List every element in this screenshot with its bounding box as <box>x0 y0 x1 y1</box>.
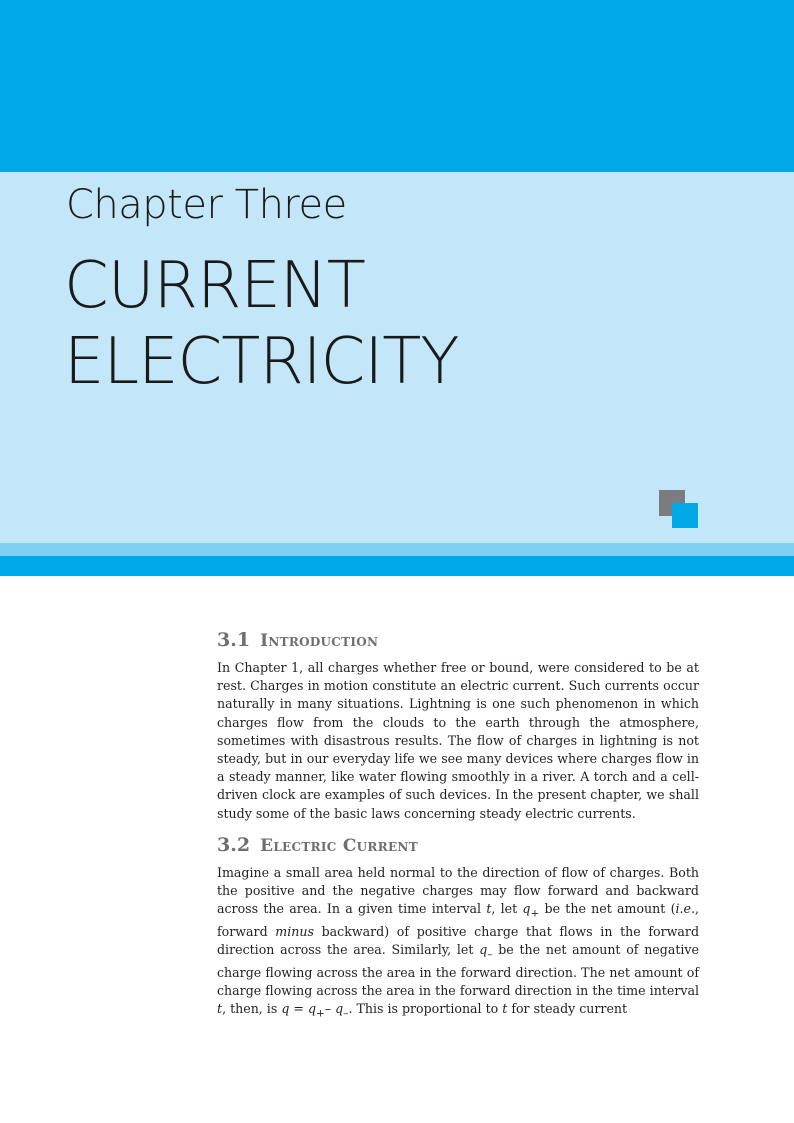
math-op: – <box>324 1001 336 1017</box>
math-subscript: – <box>343 1007 349 1020</box>
math-op: = <box>289 1001 308 1017</box>
text-run: , let <box>491 901 523 917</box>
math-var: q <box>335 1001 344 1017</box>
text-run: , then, is <box>222 1001 282 1017</box>
chapter-title <box>64 248 458 400</box>
section-title: Introduction <box>260 631 379 651</box>
divider-stripe-light <box>0 543 794 556</box>
section-heading-intro <box>217 626 699 655</box>
divider-stripe-dark <box>0 556 794 576</box>
section-number: 3.1 <box>217 629 251 651</box>
chapter-title-line-1: CURRENT <box>64 249 365 323</box>
math-var: q <box>522 901 531 917</box>
math-subscript: – <box>487 948 493 961</box>
header-band <box>0 0 794 172</box>
text-run: be the net amount ( <box>539 901 676 917</box>
section-title: Electric Current <box>260 835 418 856</box>
text-run: , forward <box>217 901 699 939</box>
math-var: t <box>502 1001 508 1017</box>
math-var: t <box>486 901 492 917</box>
chapter-label: Chapter Three <box>66 182 347 228</box>
text-run: be the net amount of negative charge flowing across the area in the forward direction. The net amount of charge flowing across the area in the forward direction in the time interval <box>217 942 699 999</box>
section-number: 3.2 <box>217 833 251 856</box>
text-run: for steady current <box>507 1001 628 1017</box>
italic-text: minus <box>275 923 314 939</box>
chapter-title-line-2: ELECTRICITY <box>64 325 459 399</box>
math-var: t <box>217 1001 223 1017</box>
section-paragraph-intro: In Chapter 1, all charges whether free or bound, were considered to be at rest. Charges in motion constitute an electric current. Such currents occur naturally in many situations. Lightning is one such phenomenon in which charges flow from the clouds to the earth through the atmosphere, sometimes with disastrous results. The flow of charges in lightning is not steady, but in our everyday life we see many devices where charges flow in a steady manner, like water flowing smoothly in a river. A torch and a cell-driven clock are examples of such devices. In the present chapter, we shall study some of the basic laws concerning steady electric currents. <box>217 660 699 821</box>
math-var: q <box>479 942 488 958</box>
math-subscript: + <box>316 1007 325 1020</box>
section-heading-electric-current <box>217 831 699 860</box>
italic-text: i.e. <box>675 901 695 917</box>
math-var: q <box>307 1001 316 1017</box>
page-body <box>217 626 699 1031</box>
math-subscript: + <box>530 907 540 920</box>
text-run: . This is proportional to <box>348 1001 503 1017</box>
section-paragraph-electric-current <box>217 864 699 1023</box>
math-var: q <box>281 1001 290 1017</box>
text-run: Imagine a small area held normal to the direction of flow of charges. Both the positive and the negative charges may flow forward and backward across the area. In a given time interval <box>217 864 699 917</box>
text-run: backward) of positive charge that flows in the forward direction across the area. Similarly, let <box>217 923 700 958</box>
decorative-square-blue <box>672 503 698 528</box>
